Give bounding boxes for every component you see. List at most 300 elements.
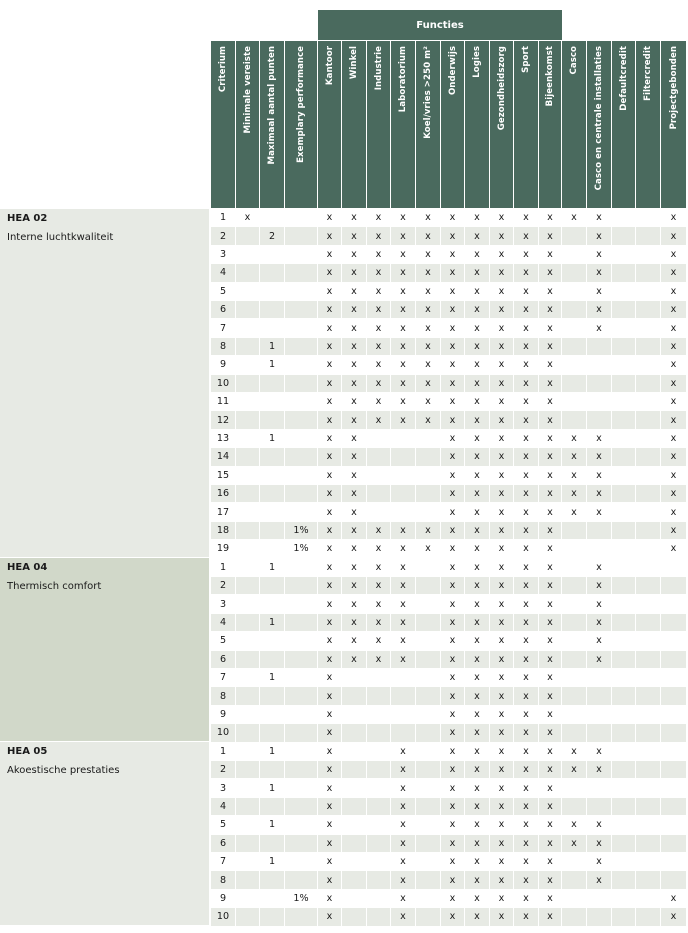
matrix-cell: x (523, 892, 529, 904)
column-header-projectgebonden (661, 41, 686, 208)
matrix-cell (612, 356, 635, 373)
matrix-cell (285, 687, 317, 704)
matrix-cell (636, 375, 660, 392)
matrix-cell: x (547, 359, 553, 371)
matrix-cell: x (375, 543, 382, 555)
matrix-cell (236, 853, 259, 870)
matrix-cell (587, 779, 611, 796)
matrix-cell: x (547, 561, 553, 573)
matrix-cell: x (342, 614, 366, 631)
matrix-cell (260, 503, 284, 520)
matrix-cell: 1 (268, 819, 276, 831)
matrix-cell: x (571, 506, 577, 518)
matrix-cell (342, 779, 366, 796)
matrix-cell: x (498, 322, 505, 334)
criterium-number: 11 (216, 396, 230, 408)
matrix-cell: x (587, 835, 611, 852)
matrix-cell (562, 264, 586, 281)
matrix-cell: x (318, 375, 341, 392)
matrix-cell: x (318, 687, 341, 704)
matrix-cell: x (441, 651, 464, 668)
matrix-cell: x (661, 264, 686, 281)
matrix-cell: x (318, 411, 341, 428)
matrix-cell: x (367, 651, 390, 668)
criterium-number: 14 (211, 448, 235, 465)
matrix-cell (612, 283, 635, 300)
matrix-cell (367, 669, 390, 686)
matrix-cell: x (490, 724, 513, 741)
matrix-cell (562, 651, 586, 668)
matrix-cell: x (441, 485, 464, 502)
matrix-cell: x (498, 635, 505, 647)
matrix-cell (236, 283, 259, 300)
matrix-cell (260, 724, 284, 741)
matrix-cell: x (318, 761, 341, 778)
matrix-cell (612, 393, 635, 410)
matrix-cell: x (523, 598, 529, 610)
criterium-number: 7 (219, 322, 227, 334)
matrix-cell (391, 467, 415, 484)
matrix-cell (587, 687, 611, 704)
matrix-cell: x (416, 227, 440, 244)
matrix-cell: x (523, 635, 529, 647)
matrix-cell (236, 411, 259, 428)
matrix-cell: x (441, 577, 464, 594)
matrix-cell (612, 448, 635, 465)
matrix-cell (342, 724, 366, 741)
matrix-cell (636, 779, 660, 796)
matrix-cell (612, 669, 635, 686)
matrix-cell (416, 669, 440, 686)
matrix-cell: x (318, 485, 341, 502)
matrix-cell (562, 577, 586, 594)
matrix-cell: x (400, 248, 406, 260)
matrix-cell: x (351, 561, 357, 573)
criterium-number: 4 (211, 798, 235, 815)
matrix-cell (260, 393, 284, 410)
matrix-cell: x (539, 871, 561, 888)
criterium-number: 3 (219, 248, 227, 260)
matrix-cell (367, 816, 390, 833)
matrix-cell (636, 448, 660, 465)
matrix-cell: x (449, 708, 456, 720)
column-header-label: Exemplary performance (296, 46, 306, 163)
matrix-cell (367, 779, 390, 796)
matrix-cell (260, 798, 284, 815)
matrix-cell: x (474, 469, 480, 481)
column-header-casco (562, 41, 586, 208)
matrix-cell (612, 871, 635, 888)
matrix-cell (285, 246, 317, 263)
matrix-cell (285, 871, 317, 888)
matrix-cell (612, 890, 635, 907)
matrix-cell (285, 853, 317, 870)
matrix-cell (260, 761, 284, 778)
criterium-number: 19 (216, 543, 230, 555)
matrix-cell (285, 706, 317, 723)
matrix-cell (612, 835, 635, 852)
matrix-cell (587, 890, 611, 907)
matrix-cell: x (416, 522, 440, 539)
section-title: Thermisch comfort (7, 581, 102, 593)
matrix-cell (636, 209, 660, 226)
matrix-cell (636, 356, 660, 373)
matrix-cell: x (490, 227, 513, 244)
matrix-cell: x (351, 248, 357, 260)
matrix-cell: x (539, 798, 561, 815)
matrix-cell (612, 264, 635, 281)
matrix-cell: x (425, 248, 431, 260)
criterium-number: 10 (211, 908, 235, 925)
matrix-cell (236, 264, 259, 281)
matrix-cell (367, 743, 390, 760)
matrix-cell (416, 614, 440, 631)
matrix-cell (236, 356, 259, 373)
matrix-cell: x (449, 745, 456, 757)
matrix-cell (562, 853, 586, 870)
matrix-cell (562, 724, 586, 741)
matrix-cell (636, 393, 660, 410)
matrix-cell: x (539, 522, 561, 539)
matrix-cell: x (449, 432, 456, 444)
matrix-cell: x (587, 871, 611, 888)
matrix-cell (636, 522, 660, 539)
matrix-cell: x (514, 908, 538, 925)
column-header-exemplary-performance (285, 41, 317, 208)
matrix-cell: 1% (293, 892, 309, 904)
matrix-cell: x (326, 672, 333, 684)
matrix-cell: x (539, 227, 561, 244)
matrix-cell (562, 227, 586, 244)
matrix-cell (236, 319, 259, 336)
matrix-cell (612, 595, 635, 612)
matrix-cell (636, 743, 660, 760)
matrix-cell: x (326, 285, 333, 297)
matrix-cell: x (425, 285, 431, 297)
matrix-cell: x (375, 212, 382, 224)
matrix-cell: x (351, 396, 357, 408)
matrix-cell: x (375, 561, 382, 573)
matrix-cell (285, 835, 317, 852)
matrix-cell (236, 375, 259, 392)
matrix-cell (285, 411, 317, 428)
column-header-label: Filtercredit (643, 46, 653, 101)
column-header-gezondheidszorg (490, 41, 513, 208)
criterium-number: 7 (219, 856, 227, 868)
matrix-cell: x (326, 819, 333, 831)
matrix-cell (562, 632, 586, 649)
matrix-cell: x (539, 264, 561, 281)
matrix-cell (285, 761, 317, 778)
matrix-cell (612, 651, 635, 668)
matrix-cell (260, 540, 284, 557)
matrix-cell: x (523, 212, 529, 224)
matrix-cell: x (449, 212, 456, 224)
matrix-cell: x (400, 892, 406, 904)
matrix-cell: 1 (268, 745, 276, 757)
matrix-cell (416, 908, 440, 925)
section-code: HEA 05 (7, 746, 48, 758)
matrix-cell (236, 577, 259, 594)
matrix-cell: x (318, 724, 341, 741)
matrix-cell: x (441, 338, 464, 355)
matrix-cell: x (441, 798, 464, 815)
matrix-cell (416, 798, 440, 815)
matrix-cell: x (474, 782, 480, 794)
matrix-cell (636, 614, 660, 631)
matrix-cell: x (449, 782, 456, 794)
matrix-cell (367, 908, 390, 925)
matrix-cell (612, 338, 635, 355)
matrix-cell: x (326, 506, 333, 518)
matrix-cell: x (425, 543, 431, 555)
matrix-cell: x (367, 614, 390, 631)
matrix-cell (612, 706, 635, 723)
matrix-cell: x (587, 264, 611, 281)
matrix-cell (612, 853, 635, 870)
matrix-cell (562, 669, 586, 686)
matrix-cell (236, 540, 259, 557)
matrix-cell: x (539, 485, 561, 502)
matrix-cell (342, 761, 366, 778)
matrix-cell: x (571, 469, 577, 481)
criterium-number: 18 (211, 522, 235, 539)
matrix-cell: x (391, 522, 415, 539)
matrix-cell (285, 743, 317, 760)
matrix-cell (260, 890, 284, 907)
matrix-cell: x (587, 761, 611, 778)
matrix-cell: x (416, 375, 440, 392)
matrix-cell (285, 669, 317, 686)
matrix-cell: x (342, 375, 366, 392)
matrix-cell: 1 (260, 338, 284, 355)
matrix-cell: x (490, 264, 513, 281)
matrix-cell (236, 835, 259, 852)
matrix-cell: x (498, 506, 505, 518)
matrix-cell (661, 706, 686, 723)
matrix-cell (236, 871, 259, 888)
column-header-industrie (367, 41, 390, 208)
matrix-cell: x (670, 285, 677, 297)
matrix-cell: x (351, 359, 357, 371)
matrix-cell (562, 540, 586, 557)
matrix-cell (285, 779, 317, 796)
matrix-cell (285, 467, 317, 484)
matrix-cell: x (367, 338, 390, 355)
matrix-cell: x (490, 301, 513, 318)
matrix-cell (367, 835, 390, 852)
matrix-cell: x (514, 798, 538, 815)
matrix-cell (367, 687, 390, 704)
matrix-cell (636, 761, 660, 778)
matrix-cell: x (367, 411, 390, 428)
matrix-cell: x (400, 396, 406, 408)
matrix-cell (636, 853, 660, 870)
matrix-cell: x (539, 651, 561, 668)
matrix-cell (391, 485, 415, 502)
matrix-cell (416, 651, 440, 668)
matrix-cell (562, 319, 586, 336)
matrix-cell: x (425, 359, 431, 371)
matrix-cell: x (465, 798, 489, 815)
criterium-number: 9 (219, 359, 227, 371)
matrix-cell: x (441, 908, 464, 925)
matrix-cell: x (670, 212, 677, 224)
matrix-cell: x (474, 819, 480, 831)
matrix-cell: x (326, 598, 333, 610)
matrix-cell (661, 871, 686, 888)
matrix-cell: x (547, 745, 553, 757)
matrix-cell: x (490, 835, 513, 852)
matrix-cell (260, 577, 284, 594)
matrix-cell: x (514, 448, 538, 465)
column-header-filtercredit (636, 41, 660, 208)
matrix-cell: x (523, 469, 529, 481)
matrix-cell (612, 798, 635, 815)
column-header-label: Defaultcredit (618, 46, 629, 111)
matrix-cell: x (441, 227, 464, 244)
criterium-number: 15 (216, 469, 230, 481)
matrix-cell (285, 264, 317, 281)
matrix-cell (562, 522, 586, 539)
matrix-cell (260, 485, 284, 502)
column-header-label: Laboratorium (398, 46, 408, 113)
matrix-cell (612, 540, 635, 557)
matrix-cell (636, 651, 660, 668)
matrix-cell: x (596, 248, 602, 260)
column-header-defaultcredit (612, 41, 635, 208)
column-header-label: Koel/vries >250 m² (423, 46, 433, 139)
column-header-casco-en-centrale-installaties (587, 41, 611, 208)
matrix-cell (612, 411, 635, 428)
matrix-cell (562, 559, 586, 576)
matrix-cell: x (490, 577, 513, 594)
matrix-cell (661, 798, 686, 815)
matrix-cell: x (351, 506, 357, 518)
column-header-label: Maximaal aantal punten (267, 46, 277, 165)
matrix-cell: x (523, 248, 529, 260)
matrix-cell: x (498, 856, 505, 868)
matrix-cell: x (318, 338, 341, 355)
matrix-cell: x (391, 227, 415, 244)
matrix-cell: x (539, 301, 561, 318)
column-header-label: Kantoor (324, 46, 335, 86)
matrix-cell: x (400, 745, 406, 757)
matrix-cell: x (318, 614, 341, 631)
matrix-cell: x (474, 432, 480, 444)
section-hea-02 (0, 209, 209, 558)
matrix-cell: x (596, 322, 602, 334)
column-header-winkel (342, 41, 366, 208)
matrix-cell (636, 411, 660, 428)
criterium-number: 6 (211, 835, 235, 852)
matrix-cell: x (547, 819, 553, 831)
matrix-cell: x (449, 635, 456, 647)
matrix-cell: x (326, 782, 333, 794)
matrix-cell: x (498, 819, 505, 831)
matrix-cell: x (367, 264, 390, 281)
matrix-cell: x (670, 248, 677, 260)
matrix-cell (612, 743, 635, 760)
matrix-cell: x (474, 672, 480, 684)
matrix-cell (587, 338, 611, 355)
matrix-cell: x (661, 908, 686, 925)
section-title: Akoestische prestaties (7, 765, 120, 777)
column-header-koel-vries-250-m (416, 41, 440, 208)
matrix-cell: x (490, 798, 513, 815)
matrix-cell: x (400, 359, 406, 371)
matrix-cell: x (318, 301, 341, 318)
matrix-cell: x (523, 359, 529, 371)
criterium-number: 4 (211, 614, 235, 631)
matrix-cell: x (367, 375, 390, 392)
column-header-label: Onderwijs (447, 46, 458, 96)
matrix-cell: x (670, 892, 677, 904)
matrix-cell: x (400, 635, 406, 647)
criterium-number: 9 (219, 708, 227, 720)
matrix-cell (260, 467, 284, 484)
matrix-cell (367, 871, 390, 888)
matrix-cell (636, 890, 660, 907)
matrix-cell (285, 908, 317, 925)
matrix-cell: x (474, 598, 480, 610)
matrix-cell: x (465, 264, 489, 281)
matrix-cell: x (670, 543, 677, 555)
matrix-cell: x (474, 396, 480, 408)
matrix-cell (612, 485, 635, 502)
matrix-cell: x (547, 469, 553, 481)
matrix-cell (636, 908, 660, 925)
matrix-cell: x (441, 724, 464, 741)
matrix-cell: x (490, 338, 513, 355)
matrix-cell: 2 (260, 227, 284, 244)
matrix-cell (285, 816, 317, 833)
matrix-cell (562, 614, 586, 631)
matrix-cell (236, 301, 259, 318)
matrix-cell (416, 595, 440, 612)
matrix-cell (236, 669, 259, 686)
criterium-number: 3 (219, 782, 227, 794)
matrix-cell (236, 595, 259, 612)
matrix-cell: x (416, 301, 440, 318)
matrix-cell: x (587, 301, 611, 318)
section-code: HEA 04 (7, 562, 48, 574)
matrix-cell: x (587, 485, 611, 502)
matrix-cell (416, 761, 440, 778)
criterium-number: 2 (211, 761, 235, 778)
matrix-cell (367, 485, 390, 502)
matrix-cell: x (523, 745, 529, 757)
matrix-cell (285, 393, 317, 410)
matrix-cell: x (547, 212, 553, 224)
matrix-cell (260, 651, 284, 668)
matrix-cell: x (326, 396, 333, 408)
matrix-cell: x (318, 522, 341, 539)
matrix-cell: x (587, 614, 611, 631)
matrix-cell: x (326, 212, 333, 224)
matrix-cell: x (547, 856, 553, 868)
matrix-cell: x (547, 708, 553, 720)
matrix-cell: x (449, 248, 456, 260)
matrix-cell (587, 411, 611, 428)
matrix-cell (416, 503, 440, 520)
matrix-cell: x (465, 485, 489, 502)
matrix-cell: x (342, 264, 366, 281)
matrix-cell: x (571, 819, 577, 831)
matrix-cell (661, 835, 686, 852)
matrix-cell: x (342, 485, 366, 502)
matrix-cell: x (596, 285, 602, 297)
